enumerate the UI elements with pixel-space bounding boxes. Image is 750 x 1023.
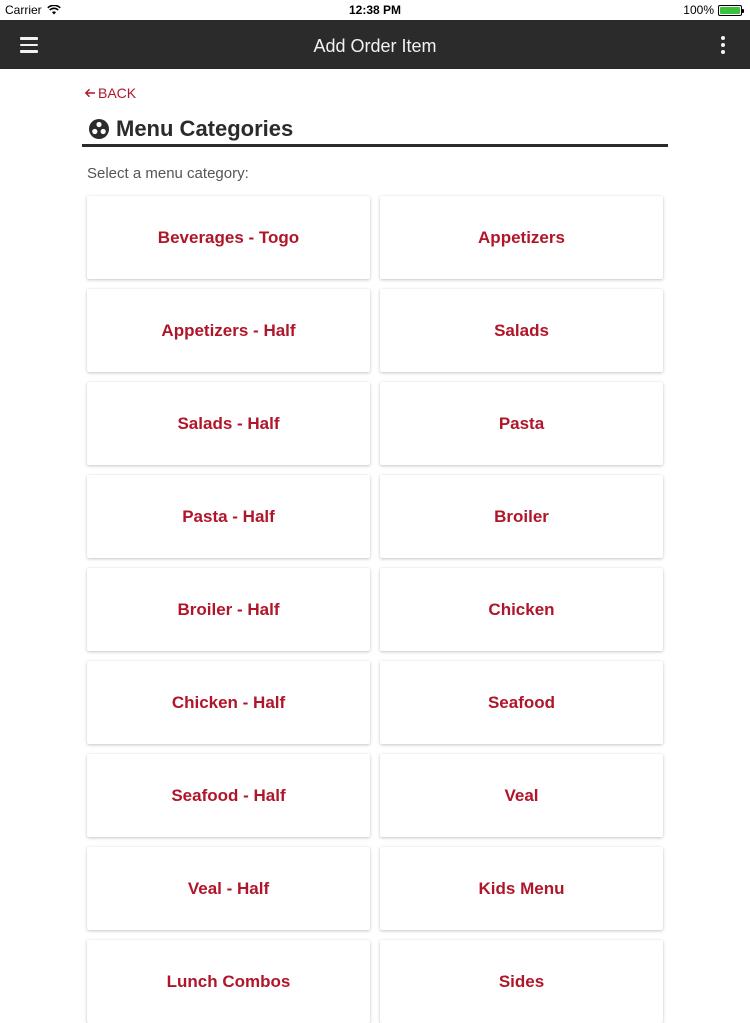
app-bar-title: Add Order Item bbox=[313, 36, 437, 56]
back-label: BACK bbox=[98, 85, 137, 101]
title-divider bbox=[82, 144, 668, 147]
category-tile[interactable]: Broiler bbox=[380, 475, 663, 558]
category-tile[interactable]: Sides bbox=[380, 940, 663, 1023]
category-tile[interactable]: Beverages - Togo bbox=[87, 196, 370, 279]
carrier-label: Carrier bbox=[5, 3, 42, 17]
category-tile[interactable]: Pasta - Half bbox=[87, 475, 370, 558]
arrow-left-icon bbox=[84, 87, 96, 99]
category-tile[interactable]: Seafood bbox=[380, 661, 663, 744]
category-tile[interactable]: Appetizers - Half bbox=[87, 289, 370, 372]
category-tile[interactable]: Pasta bbox=[380, 382, 663, 465]
category-tile[interactable]: Appetizers bbox=[380, 196, 663, 279]
category-tile[interactable]: Chicken bbox=[380, 568, 663, 651]
category-tile[interactable]: Veal bbox=[380, 754, 663, 837]
battery-percent: 100% bbox=[683, 3, 714, 17]
category-tile[interactable]: Seafood - Half bbox=[87, 754, 370, 837]
battery-icon bbox=[718, 5, 742, 16]
category-tile[interactable]: Veal - Half bbox=[87, 847, 370, 930]
category-tile[interactable]: Broiler - Half bbox=[87, 568, 370, 651]
page-title bbox=[88, 116, 293, 142]
clock: 12:38 PM bbox=[348, 3, 402, 17]
category-tile[interactable]: Kids Menu bbox=[380, 847, 663, 930]
menu-categories-icon bbox=[88, 118, 110, 140]
back-button[interactable] bbox=[84, 85, 136, 101]
category-tile[interactable]: Chicken - Half bbox=[87, 661, 370, 744]
more-vertical-icon[interactable] bbox=[718, 36, 728, 56]
category-grid bbox=[87, 196, 664, 1023]
battery-status bbox=[683, 3, 742, 17]
category-tile[interactable]: Salads bbox=[380, 289, 663, 372]
category-tile[interactable]: Salads - Half bbox=[87, 382, 370, 465]
page-title-text: Menu Categories bbox=[116, 116, 294, 141]
category-tile[interactable]: Lunch Combos bbox=[87, 940, 370, 1023]
category-prompt: Select a menu category: bbox=[87, 165, 249, 182]
status-bar bbox=[0, 0, 750, 20]
app-bar bbox=[0, 20, 750, 69]
